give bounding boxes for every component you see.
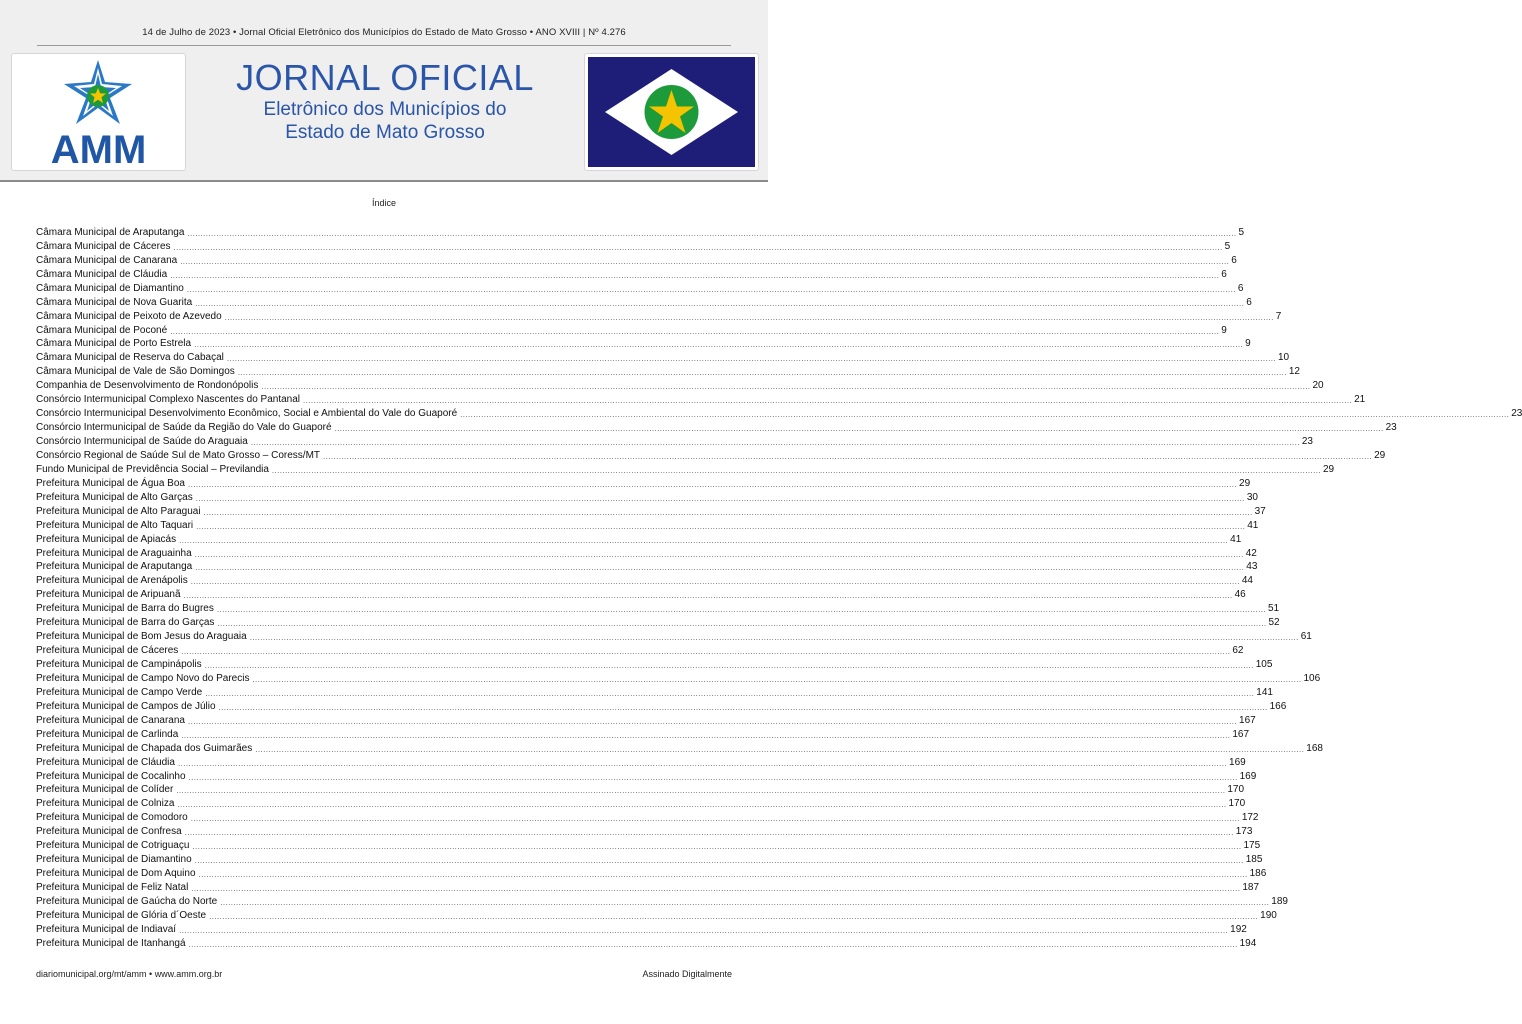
toc-entry[interactable] (36, 852, 1263, 866)
toc-entry-title: Prefeitura Municipal de Confresa (36, 826, 182, 838)
toc-entry[interactable] (36, 309, 1282, 323)
toc-leader-dots: ................................................................................................................................................................................................................................................................................................................................................................................................................ (183, 591, 1233, 601)
toc-entry[interactable] (36, 281, 1244, 295)
toc-entry-page: 10 (1277, 352, 1290, 364)
toc-entry[interactable] (36, 225, 1245, 239)
toc-leader-dots: ................................................................................................................................................................................................................................................................................................................................................................................................................ (195, 563, 1245, 573)
toc-entry[interactable] (36, 518, 1259, 532)
toc-entry-title: Câmara Municipal de Araputanga (36, 226, 185, 238)
toc-entry[interactable] (36, 727, 1250, 741)
toc-leader-dots: ................................................................................................................................................................................................................................................................................................................................................................................................................ (252, 674, 1302, 684)
toc-entry-page: 173 (1235, 826, 1253, 838)
toc-leader-dots: ................................................................................................................................................................................................................................................................................................................................................................................................................ (216, 605, 1266, 615)
toc-entry-page: 23 (1511, 408, 1522, 420)
toc-leader-dots: ................................................................................................................................................................................................................................................................................................................................................................................................................ (170, 270, 1220, 280)
toc-entry[interactable] (36, 267, 1227, 281)
toc-entry-title: Prefeitura Municipal de Itanhangá (36, 937, 186, 949)
toc-entry-title: Câmara Municipal de Cláudia (36, 268, 168, 280)
toc-entry[interactable] (36, 657, 1273, 671)
toc-leader-dots: ................................................................................................................................................................................................................................................................................................................................................................................................................ (217, 619, 1267, 629)
toc-leader-dots: ................................................................................................................................................................................................................................................................................................................................................................................................................ (195, 298, 1245, 308)
dateline: 14 de Julho de 2023 • Jornal Oficial Eletrônico dos Municípios do Estado de Mato Grosso • ANO XVIII | Nº 4.276 (142, 27, 626, 38)
toc-entry[interactable] (36, 462, 1335, 476)
toc-leader-dots: ................................................................................................................................................................................................................................................................................................................................................................................................................ (203, 507, 1253, 517)
toc-entry-page: 7 (1275, 310, 1282, 322)
toc-leader-dots: ................................................................................................................................................................................................................................................................................................................................................................................................................ (198, 870, 1248, 880)
toc-entry[interactable] (36, 908, 1277, 922)
toc-entry[interactable] (36, 783, 1245, 797)
toc-entry-page: 42 (1245, 547, 1257, 559)
toc-entry-page: 30 (1246, 491, 1258, 503)
amm-logo-text: AMM (50, 128, 147, 172)
masthead (0, 0, 768, 182)
toc-entry-page: 187 (1242, 882, 1260, 893)
toc-entry-title: Câmara Municipal de Canarana (36, 254, 178, 266)
toc-entry[interactable] (36, 838, 1261, 852)
toc-leader-dots: ................................................................................................................................................................................................................................................................................................................................................................................................................ (184, 828, 1234, 838)
toc-entry-page: 167 (1232, 728, 1250, 740)
toc-entry[interactable] (36, 936, 1257, 950)
toc-entry[interactable] (36, 504, 1266, 518)
toc-entry[interactable] (36, 699, 1287, 713)
toc-entry-title: Consórcio Intermunicipal de Saúde da Região do Vale do Guaporé (36, 422, 332, 434)
toc-entry[interactable] (36, 337, 1251, 351)
toc-entry[interactable] (36, 378, 1324, 392)
toc-leader-dots: ................................................................................................................................................................................................................................................................................................................................................................................................................ (170, 326, 1220, 336)
toc-entry-title: Prefeitura Municipal de Campos de Júlio (36, 700, 216, 712)
toc-entry-page: 6 (1246, 296, 1252, 308)
toc-entry-page: 172 (1241, 812, 1259, 824)
toc-entry[interactable] (36, 587, 1246, 601)
toc-entry-page: 169 (1239, 770, 1257, 782)
toc-entry[interactable] (36, 253, 1237, 267)
state-flag (584, 53, 759, 171)
toc-entry[interactable] (36, 350, 1290, 364)
toc-entry[interactable] (36, 573, 1253, 587)
toc-entry[interactable] (36, 601, 1280, 615)
toc-entry-page: 105 (1255, 659, 1273, 670)
toc-entry-page: 6 (1231, 254, 1237, 266)
toc-entry-page: 9 (1245, 338, 1251, 350)
toc-entry-title: Câmara Municipal de Peixoto de Azevedo (36, 310, 222, 322)
toc-entry[interactable] (36, 755, 1246, 769)
toc-entry-page: 23 (1385, 422, 1397, 434)
toc-entry[interactable] (36, 615, 1280, 629)
toc-entry[interactable] (36, 643, 1244, 657)
toc-entry-title: Prefeitura Municipal de Feliz Natal (36, 882, 189, 893)
toc-leader-dots: ................................................................................................................................................................................................................................................................................................................................................................................................................ (187, 228, 1237, 238)
toc-entry-title: Prefeitura Municipal de Gaúcha do Norte (36, 895, 218, 907)
toc-entry-page: 6 (1221, 268, 1227, 280)
toc-entry-page: 46 (1234, 589, 1246, 601)
toc-entry[interactable] (36, 671, 1321, 685)
toc-entry-page: 175 (1243, 840, 1261, 852)
toc-leader-dots: ................................................................................................................................................................................................................................................................................................................................................................................................................ (187, 479, 1238, 489)
header-divider (37, 45, 731, 46)
toc-entry[interactable] (36, 685, 1273, 699)
toc-entry-page: 169 (1229, 756, 1246, 768)
toc-leader-dots: ................................................................................................................................................................................................................................................................................................................................................................................................................ (249, 633, 1299, 643)
toc-entry-page: 185 (1245, 854, 1263, 866)
toc-leader-dots: ................................................................................................................................................................................................................................................................................................................................................................................................................ (188, 939, 1238, 949)
toc-leader-dots: ................................................................................................................................................................................................................................................................................................................................................................................................................ (187, 716, 1238, 726)
toc-entry-page: 141 (1256, 686, 1273, 698)
toc-entry-page: 194 (1239, 937, 1257, 949)
toc-entry[interactable] (36, 323, 1227, 337)
toc-entry-page: 41 (1230, 533, 1242, 545)
toc-entry-page: 186 (1249, 868, 1267, 880)
toc-leader-dots: ................................................................................................................................................................................................................................................................................................................................................................................................................ (460, 410, 1510, 420)
toc-entry-page: 168 (1306, 742, 1323, 754)
toc-entry[interactable] (36, 239, 1231, 253)
toc-leader-dots: ................................................................................................................................................................................................................................................................................................................................................................................................................ (194, 340, 1244, 350)
toc-entry-title: Prefeitura Municipal de Campo Novo do Parecis (36, 672, 250, 684)
toc-entry-page: 5 (1224, 240, 1231, 252)
toc-entry-page: 106 (1303, 672, 1321, 684)
toc-entry[interactable] (36, 629, 1312, 643)
toc-leader-dots: ................................................................................................................................................................................................................................................................................................................................................................................................................ (179, 925, 1229, 935)
toc-entry-page: 5 (1238, 226, 1245, 238)
toc-leader-dots: ................................................................................................................................................................................................................................................................................................................................................................................................................ (181, 730, 1231, 740)
toc-entry-title: Prefeitura Municipal de Glória d´Oeste (36, 909, 207, 921)
title-block (195, 58, 575, 144)
toc-leader-dots: ................................................................................................................................................................................................................................................................................................................................................................................................................ (303, 396, 1353, 406)
toc-leader-dots: ................................................................................................................................................................................................................................................................................................................................................................................................................ (209, 911, 1259, 921)
toc-entry-page: 166 (1269, 700, 1287, 712)
toc-entry[interactable] (36, 741, 1323, 755)
toc-leader-dots: ................................................................................................................................................................................................................................................................................................................................................................................................................ (255, 744, 1305, 754)
toc-entry-title: Prefeitura Municipal de Cocalinho (36, 770, 186, 782)
toc-entry[interactable] (36, 295, 1252, 309)
toc-entry-page: 51 (1267, 603, 1280, 615)
footer-links: diariomunicipal.org/mt/amm • www.amm.org.br (36, 969, 223, 979)
toc-leader-dots: ................................................................................................................................................................................................................................................................................................................................................................................................................ (186, 284, 1236, 294)
toc-entry-title: Prefeitura Municipal de Alto Paraguai (36, 505, 201, 517)
toc-entry-title: Prefeitura Municipal de Aripuanã (36, 589, 181, 601)
toc-entry-page: 52 (1268, 617, 1280, 629)
subtitle-line2: Estado de Mato Grosso (285, 122, 485, 143)
toc-entry[interactable] (36, 476, 1251, 490)
toc-entry-title: Câmara Municipal de Diamantino (36, 282, 184, 294)
toc-leader-dots: ................................................................................................................................................................................................................................................................................................................................................................................................................ (205, 688, 1255, 698)
toc-leader-dots: ................................................................................................................................................................................................................................................................................................................................................................................................................ (237, 368, 1287, 378)
toc-leader-dots: ................................................................................................................................................................................................................................................................................................................................................................................................................ (188, 772, 1238, 782)
toc-entry-page: 6 (1237, 282, 1244, 294)
toc-entry[interactable] (36, 922, 1247, 936)
toc-entry-title: Prefeitura Municipal de Dom Aquino (36, 868, 196, 880)
toc-entry-page: 190 (1260, 909, 1277, 921)
toc-leader-dots: ................................................................................................................................................................................................................................................................................................................................................................................................................ (194, 856, 1244, 866)
toc-entry-page: 21 (1354, 394, 1366, 406)
toc-entry-title: Câmara Municipal de Poconé (36, 324, 168, 336)
amm-logo (11, 53, 186, 171)
toc-entry[interactable] (36, 364, 1300, 378)
toc-entry-title: Prefeitura Municipal de Carlinda (36, 728, 179, 740)
toc-leader-dots: ................................................................................................................................................................................................................................................................................................................................................................................................................ (224, 312, 1274, 322)
toc-entry-title: Prefeitura Municipal de Indiavaí (36, 923, 177, 935)
toc-entry-title: Câmara Municipal de Cáceres (36, 240, 171, 252)
toc-entry[interactable] (36, 824, 1253, 838)
toc-entry-title: Prefeitura Municipal de Cotriguaçu (36, 840, 190, 852)
toc-entry-title: Prefeitura Municipal de Campo Verde (36, 686, 203, 698)
toc-entry-title: Prefeitura Municipal de Diamantino (36, 854, 192, 866)
toc-entry-title: Câmara Municipal de Reserva do Cabaçal (36, 352, 224, 364)
toc-entry[interactable] (36, 560, 1258, 574)
toc-leader-dots: ................................................................................................................................................................................................................................................................................................................................................................................................................ (173, 242, 1223, 252)
toc-leader-dots: ................................................................................................................................................................................................................................................................................................................................................................................................................ (179, 535, 1229, 545)
toc-entry[interactable] (36, 448, 1386, 462)
toc-entry-page: 62 (1232, 645, 1244, 657)
toc-entry-title: Prefeitura Municipal de Araguainha (36, 547, 192, 559)
toc-entry-title: Prefeitura Municipal de Canarana (36, 714, 185, 726)
toc-leader-dots: ................................................................................................................................................................................................................................................................................................................................................................................................................ (271, 465, 1321, 475)
index-title: Índice (371, 198, 397, 208)
toc-entry-title: Prefeitura Municipal de Chapada dos Guimarães (36, 742, 253, 754)
toc-entry-title: Prefeitura Municipal de Araputanga (36, 561, 193, 573)
toc-leader-dots: ................................................................................................................................................................................................................................................................................................................................................................................................................ (192, 842, 1242, 852)
toc-entry-page: 170 (1227, 784, 1245, 796)
toc-leader-dots: ................................................................................................................................................................................................................................................................................................................................................................................................................ (323, 451, 1373, 461)
toc-entry[interactable] (36, 866, 1267, 880)
toc-entry-title: Prefeitura Municipal de Cláudia (36, 756, 175, 768)
toc-entry-title: Prefeitura Municipal de Alto Taquari (36, 519, 194, 531)
toc-leader-dots: ................................................................................................................................................................................................................................................................................................................................................................................................................ (194, 549, 1244, 559)
toc-entry-title: Prefeitura Municipal de Barra do Garças (36, 617, 215, 629)
toc-leader-dots: ................................................................................................................................................................................................................................................................................................................................................................................................................ (204, 661, 1254, 670)
toc-entry-title: Prefeitura Municipal de Apiacás (36, 533, 177, 545)
toc-leader-dots: ................................................................................................................................................................................................................................................................................................................................................................................................................ (177, 800, 1227, 810)
page-title: JORNAL OFICIAL (236, 57, 534, 98)
toc-leader-dots: ................................................................................................................................................................................................................................................................................................................................................................................................................ (190, 577, 1240, 587)
toc-entry-page: 20 (1312, 380, 1324, 392)
toc-entry-page: 29 (1374, 449, 1386, 461)
toc-entry-title: Prefeitura Municipal de Colniza (36, 798, 175, 810)
toc-entry-title: Prefeitura Municipal de Água Boa (36, 477, 185, 489)
toc-leader-dots: ................................................................................................................................................................................................................................................................................................................................................................................................................ (177, 758, 1228, 768)
toc-leader-dots: ................................................................................................................................................................................................................................................................................................................................................................................................................ (226, 354, 1276, 364)
toc-entry-page: 61 (1300, 631, 1312, 643)
toc-entry[interactable] (36, 810, 1259, 824)
toc-entry-page: 170 (1228, 798, 1246, 810)
toc-entry-page: 192 (1230, 923, 1247, 935)
mato-grosso-flag-icon (588, 57, 755, 167)
toc-leader-dots: ................................................................................................................................................................................................................................................................................................................................................................................................................ (196, 521, 1246, 531)
toc-entry-page: 167 (1239, 714, 1256, 726)
toc-entry[interactable] (36, 894, 1288, 908)
toc-entry-page: 12 (1288, 366, 1300, 378)
toc-entry-page: 29 (1322, 463, 1335, 475)
toc-leader-dots: ................................................................................................................................................................................................................................................................................................................................................................................................................ (181, 647, 1231, 657)
toc-entry[interactable] (36, 406, 1522, 420)
toc-entry-title: Consórcio Intermunicipal Desenvolvimento Econômico, Social e Ambiental do Vale do Guaporé (36, 408, 458, 420)
toc-entry-title: Prefeitura Municipal de Comodoro (36, 812, 188, 824)
toc-entry[interactable] (36, 769, 1257, 783)
toc-entry-page: 189 (1271, 895, 1288, 907)
toc-leader-dots: ................................................................................................................................................................................................................................................................................................................................................................................................................ (190, 814, 1240, 824)
toc-leader-dots: ................................................................................................................................................................................................................................................................................................................................................................................................................ (261, 382, 1311, 392)
toc-entry[interactable] (36, 880, 1260, 894)
toc-leader-dots: ................................................................................................................................................................................................................................................................................................................................................................................................................ (220, 897, 1270, 907)
subtitle-line1: Eletrônico dos Municípios do (263, 99, 507, 120)
toc-entry-title: Prefeitura Municipal de Campinápolis (36, 659, 202, 670)
toc-entry-title: Câmara Municipal de Nova Guarita (36, 296, 193, 308)
toc-entry-title: Consórcio Regional de Saúde Sul de Mato Grosso – Coress/MT (36, 449, 321, 461)
toc-entry[interactable] (36, 713, 1256, 727)
toc-leader-dots: ................................................................................................................................................................................................................................................................................................................................................................................................................ (180, 256, 1230, 266)
toc-entry-title: Fundo Municipal de Previdência Social – Previlandia (36, 463, 269, 475)
toc-entry-title: Companhia de Desenvolvimento de Rondonópolis (36, 380, 259, 392)
footer-signature: Assinado Digitalmente (642, 969, 732, 979)
toc-entry-page: 37 (1254, 505, 1266, 517)
toc-entry-title: Prefeitura Municipal de Barra do Bugres (36, 603, 214, 615)
toc-entry-title: Prefeitura Municipal de Alto Garças (36, 491, 193, 503)
toc-entry-title: Prefeitura Municipal de Arenápolis (36, 575, 188, 587)
toc-entry-page: 23 (1301, 436, 1313, 447)
toc-entry[interactable] (36, 532, 1242, 546)
toc-leader-dots: ................................................................................................................................................................................................................................................................................................................................................................................................................ (195, 493, 1245, 503)
toc-leader-dots: ................................................................................................................................................................................................................................................................................................................................................................................................................ (191, 884, 1241, 893)
toc-entry-title: Consórcio Intermunicipal de Saúde do Araguaia (36, 436, 248, 447)
toc-leader-dots: ................................................................................................................................................................................................................................................................................................................................................................................................................ (218, 702, 1268, 712)
toc-entry-page: 9 (1221, 324, 1227, 336)
toc-entry[interactable] (36, 420, 1397, 434)
toc-entry-title: Câmara Municipal de Vale de São Domingos (36, 366, 235, 378)
toc-entry-title: Prefeitura Municipal de Bom Jesus do Araguaia (36, 631, 247, 643)
toc-leader-dots: ................................................................................................................................................................................................................................................................................................................................................................................................................ (334, 424, 1384, 434)
toc-entry-title: Consórcio Intermunicipal Complexo Nascentes do Pantanal (36, 394, 301, 406)
toc-entry-title: Prefeitura Municipal de Colíder (36, 784, 174, 796)
toc-entry[interactable] (36, 546, 1257, 560)
toc-entry-page: 44 (1241, 575, 1253, 587)
toc-entry-page: 41 (1247, 519, 1259, 531)
toc-entry[interactable] (36, 434, 1313, 448)
toc-entry[interactable] (36, 796, 1246, 810)
toc-entry-title: Prefeitura Municipal de Cáceres (36, 645, 179, 657)
toc-entry[interactable] (36, 490, 1258, 504)
toc-entry[interactable] (36, 392, 1366, 406)
toc-leader-dots: ................................................................................................................................................................................................................................................................................................................................................................................................................ (176, 786, 1226, 796)
table-of-contents (36, 225, 1522, 950)
toc-leader-dots: ................................................................................................................................................................................................................................................................................................................................................................................................................ (250, 438, 1300, 447)
toc-entry-title: Câmara Municipal de Porto Estrela (36, 338, 192, 350)
toc-entry-page: 43 (1246, 561, 1258, 573)
toc-entry-page: 29 (1239, 477, 1251, 489)
